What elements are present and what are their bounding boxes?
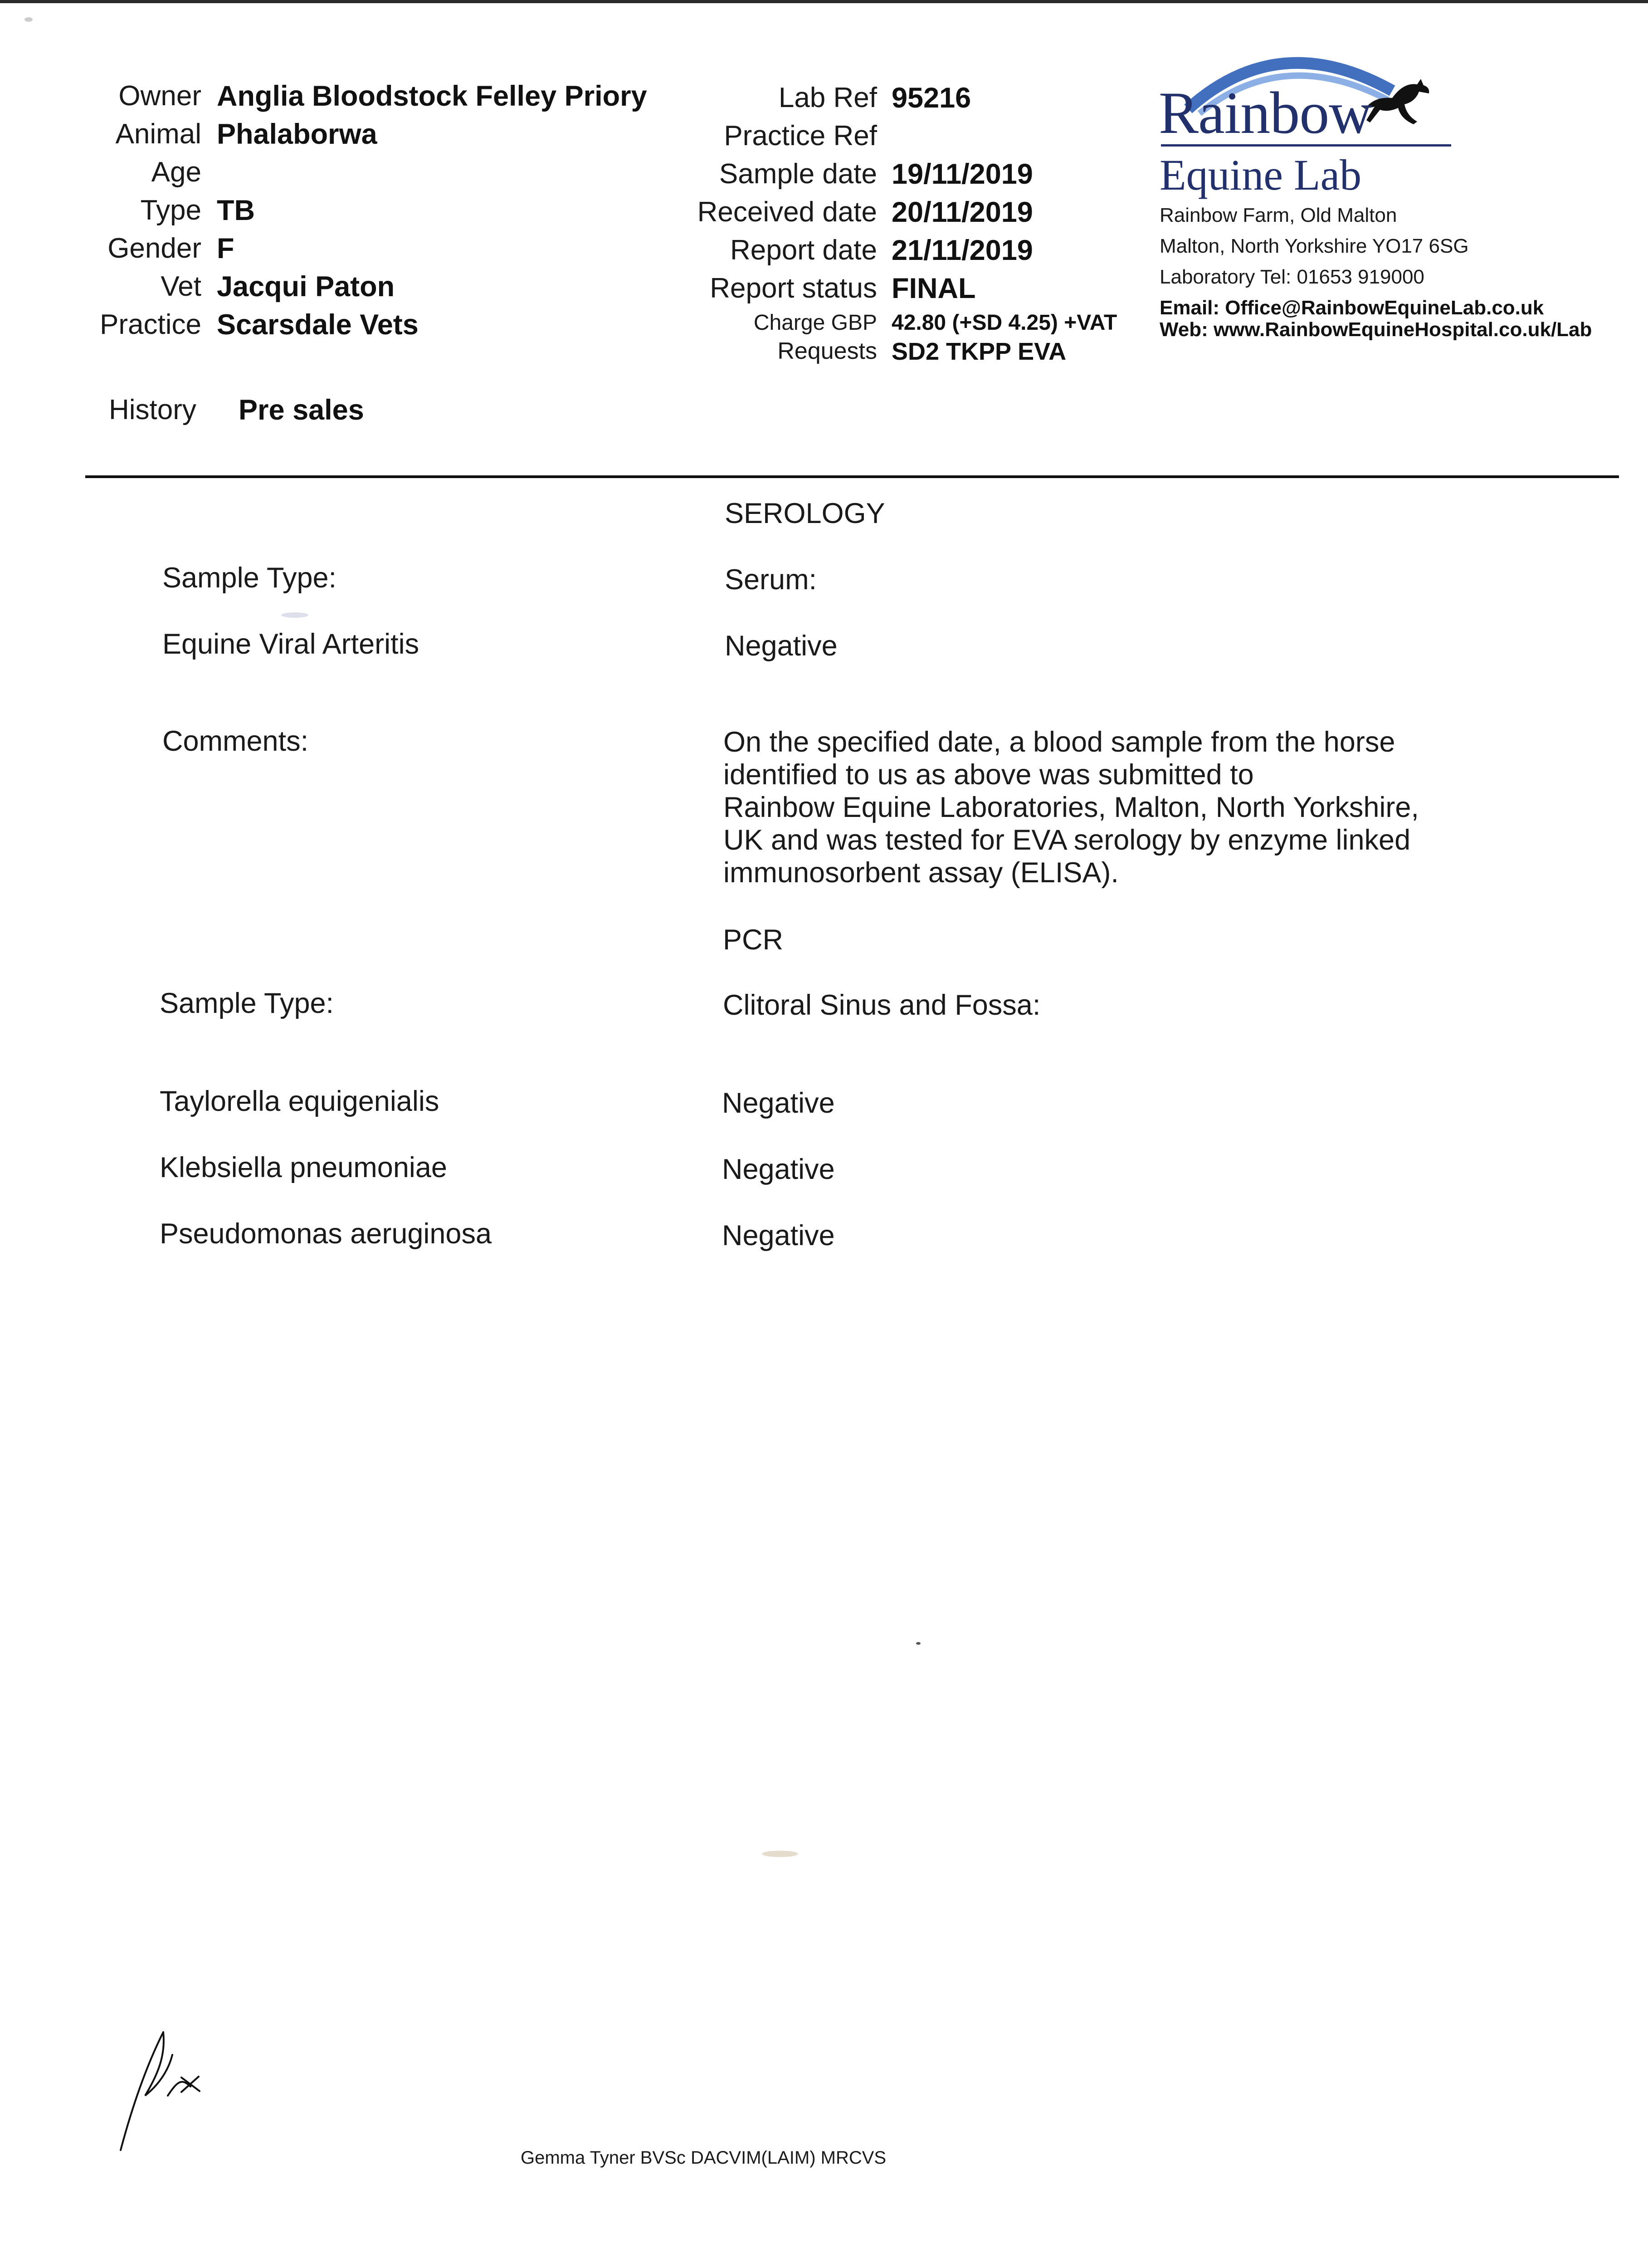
klebsiella-test-name: Klebsiella pneumoniae xyxy=(160,1152,447,1183)
signature-mark xyxy=(113,2028,213,2159)
eva-test-result: Negative xyxy=(725,630,838,662)
lab-name-line2: Equine Lab xyxy=(1160,151,1362,199)
comments-line: UK and was tested for EVA serology by enzyme linked xyxy=(723,824,1411,856)
pcr-sample-type-value: Clitoral Sinus and Fossa: xyxy=(723,989,1041,1021)
owner-label: Owner xyxy=(118,80,201,112)
type-label: Type xyxy=(140,195,201,226)
pcr-sample-type-label: Sample Type: xyxy=(160,987,334,1019)
owner-value: Anglia Bloodstock Felley Priory xyxy=(217,80,647,112)
lab-ref-label: Lab Ref xyxy=(778,82,877,113)
lab-email: Email: Office@RainbowEquineLab.co.uk xyxy=(1160,297,1544,319)
gender-label: Gender xyxy=(107,233,201,264)
comments-line: identified to us as above was submitted to xyxy=(723,759,1254,791)
vet-value: Jacqui Paton xyxy=(217,271,395,303)
scan-speck xyxy=(281,612,308,618)
practice-value: Scarsdale Vets xyxy=(217,309,419,341)
animal-label: Animal xyxy=(115,118,201,150)
report-status-label: Report status xyxy=(710,273,877,304)
pcr-title: PCR xyxy=(723,924,784,956)
history-label: History xyxy=(109,394,196,425)
scan-speck xyxy=(762,1851,798,1857)
comments-label: Comments: xyxy=(162,725,309,757)
lab-ref-value: 95216 xyxy=(892,82,971,114)
type-value: TB xyxy=(217,195,255,226)
scan-speck xyxy=(24,17,33,22)
report-status-value: FINAL xyxy=(892,273,976,304)
animal-value: Phalaborwa xyxy=(217,118,377,150)
age-label: Age xyxy=(151,156,201,188)
received-date-label: Received date xyxy=(697,196,877,228)
report-date-label: Report date xyxy=(730,235,877,266)
practice-ref-label: Practice Ref xyxy=(724,120,877,152)
gender-value: F xyxy=(217,233,234,264)
lab-address-line1: Rainbow Farm, Old Malton xyxy=(1160,204,1397,226)
practice-label: Practice xyxy=(100,309,201,340)
lab-address-line2: Malton, North Yorkshire YO17 6SG xyxy=(1160,235,1469,257)
comments-line: immunosorbent assay (ELISA). xyxy=(723,857,1119,889)
comments-text xyxy=(723,726,1419,889)
received-date-value: 20/11/2019 xyxy=(892,196,1033,228)
header-divider xyxy=(85,475,1619,478)
requests-label: Requests xyxy=(777,338,877,364)
pseudomonas-test-result: Negative xyxy=(722,1220,835,1251)
taylorella-test-result: Negative xyxy=(722,1087,835,1119)
pseudomonas-test-name: Pseudomonas aeruginosa xyxy=(160,1218,492,1250)
eva-test-name: Equine Viral Arteritis xyxy=(162,628,419,660)
charge-value: 42.80 (+SD 4.25) +VAT xyxy=(892,311,1117,335)
serology-sample-type-label: Sample Type: xyxy=(162,562,337,594)
taylorella-test-name: Taylorella equigenialis xyxy=(160,1085,439,1117)
scan-speck xyxy=(916,1642,921,1645)
serology-title: SEROLOGY xyxy=(725,498,885,529)
comments-line: On the specified date, a blood sample from the horse xyxy=(723,726,1395,758)
signatory-name: Gemma Tyner BVSc DACVIM(LAIM) MRCVS xyxy=(521,2148,887,2168)
requests-value: SD2 TKPP EVA xyxy=(892,338,1067,365)
comments-line: Rainbow Equine Laboratories, Malton, North Yorkshire, xyxy=(723,792,1419,823)
lab-name-line1: Rainbow xyxy=(1159,79,1372,146)
vet-label: Vet xyxy=(161,271,201,302)
history-value: Pre sales xyxy=(239,394,364,426)
sample-date-label: Sample date xyxy=(719,158,877,190)
scan-top-edge xyxy=(0,0,1648,3)
klebsiella-test-result: Negative xyxy=(722,1154,835,1185)
charge-label: Charge GBP xyxy=(753,311,877,335)
lab-telephone: Laboratory Tel: 01653 919000 xyxy=(1160,266,1424,288)
sample-date-value: 19/11/2019 xyxy=(892,158,1033,190)
serology-sample-type-value: Serum: xyxy=(725,564,817,596)
lab-website: Web: www.RainbowEquineHospital.co.uk/Lab xyxy=(1160,318,1592,341)
report-date-value: 21/11/2019 xyxy=(892,235,1033,266)
